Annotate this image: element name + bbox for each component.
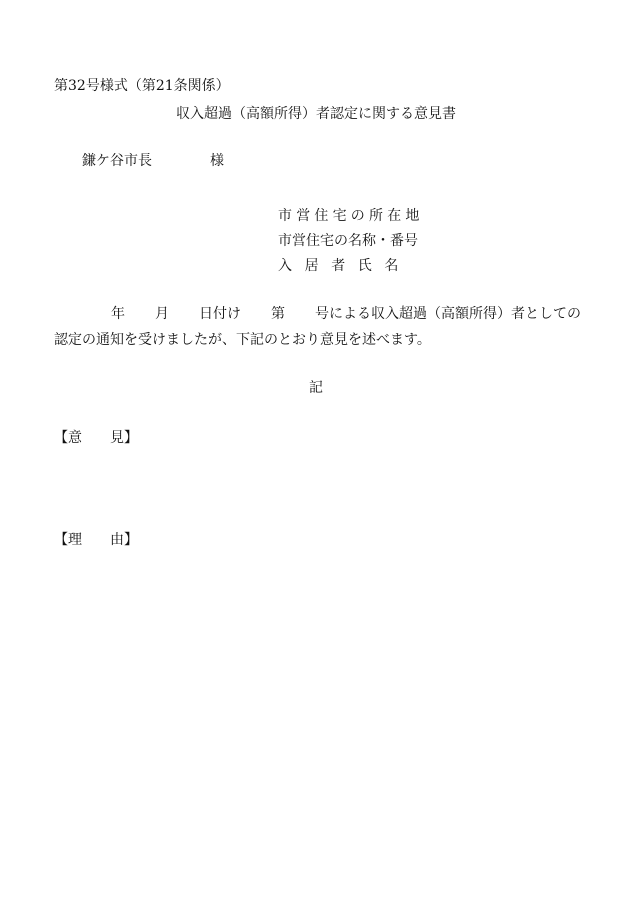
addressee-honorific: 様 (210, 153, 224, 169)
addressee-name: 鎌ケ谷市長 (82, 153, 152, 169)
document-title: 収入超過（高額所得）者認定に関する意見書 (176, 106, 456, 122)
reason-heading: 【理 由】 (54, 532, 138, 548)
dated-label: 日付け (199, 306, 241, 322)
housing-address-label: 市営住宅の所在地 (278, 208, 424, 224)
body-line-1-text: 号による収入超過（高額所得）者としての (315, 306, 581, 322)
resident-name-label: 入居者氏名 (278, 258, 411, 274)
body-line-2: 認定の通知を受けましたが、下記のとおり意見を述べます。 (54, 332, 431, 348)
month-label: 月 (155, 306, 169, 322)
ki-heading: 記 (309, 380, 323, 396)
number-prefix: 第 (271, 306, 285, 322)
opinion-heading: 【意 見】 (54, 430, 138, 446)
form-number: 第32号様式（第21条関係） (54, 78, 230, 94)
housing-name-number-label: 市営住宅の名称・番号 (278, 233, 418, 249)
body-line-1 (111, 307, 581, 321)
year-label: 年 (111, 306, 125, 322)
